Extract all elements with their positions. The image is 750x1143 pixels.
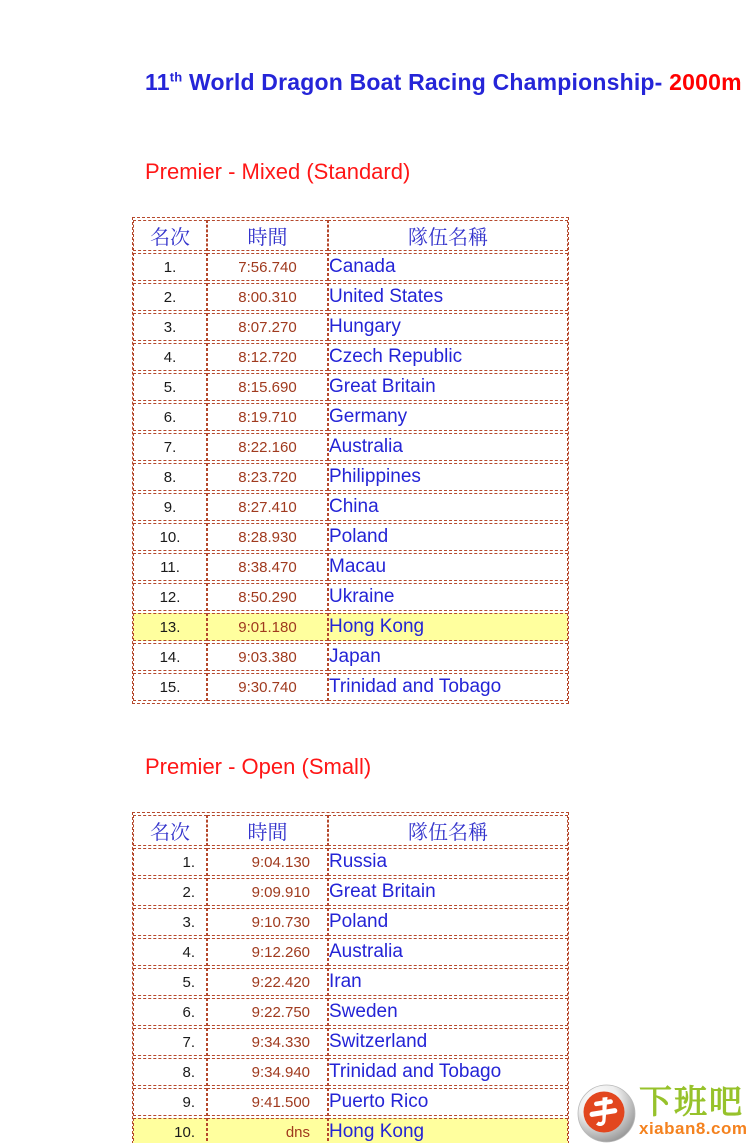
rank-cell: 3.: [133, 908, 207, 936]
rank-column-header: 名次: [133, 220, 207, 251]
rank-column-header: 名次: [133, 815, 207, 846]
team-cell: China: [328, 493, 568, 521]
section-heading-open-small: Premier - Open (Small): [145, 754, 372, 779]
team-cell: Philippines: [328, 463, 568, 491]
team-cell: Macau: [328, 553, 568, 581]
table-row: [133, 523, 568, 551]
team-cell: Poland: [328, 908, 568, 936]
table-header-row: [133, 220, 568, 251]
results-table-open-small: [132, 812, 569, 1143]
team-column-header: 隊伍名稱: [328, 815, 568, 846]
rank-cell: 7.: [133, 1028, 207, 1056]
rank-cell: 10.: [133, 1118, 207, 1143]
team-cell: Hong Kong: [328, 1118, 568, 1143]
time-cell: 8:07.270: [207, 313, 328, 341]
title-distance: 2000m: [669, 69, 742, 95]
team-cell: Sweden: [328, 998, 568, 1026]
table-row: [133, 283, 568, 311]
rank-cell: 6.: [133, 403, 207, 431]
time-cell: 8:19.710: [207, 403, 328, 431]
time-cell: dns: [207, 1118, 328, 1143]
table-row: [133, 463, 568, 491]
watermark-site-name: 下班吧: [639, 1083, 744, 1120]
time-cell: 8:00.310: [207, 283, 328, 311]
time-cell: 9:10.730: [207, 908, 328, 936]
rank-cell: 15.: [133, 673, 207, 701]
section-heading-mixed-standard: Premier - Mixed (Standard): [145, 159, 411, 184]
table-row: [133, 433, 568, 461]
rank-cell: 6.: [133, 998, 207, 1026]
table-row: [133, 908, 568, 936]
page-title: [145, 69, 742, 96]
rank-cell: 2.: [133, 878, 207, 906]
time-cell: 9:22.750: [207, 998, 328, 1026]
time-cell: 9:41.500: [207, 1088, 328, 1116]
time-cell: 9:30.740: [207, 673, 328, 701]
team-cell: Canada: [328, 253, 568, 281]
title-ordinal: th: [169, 69, 183, 85]
watermark-site-url: xiaban8.com: [639, 1119, 748, 1138]
time-column-header: 時間: [207, 220, 328, 251]
table-row: [133, 403, 568, 431]
team-cell: Czech Republic: [328, 343, 568, 371]
time-cell: 9:04.130: [207, 848, 328, 876]
team-cell: United States: [328, 283, 568, 311]
rank-cell: 1.: [133, 848, 207, 876]
rank-cell: 14.: [133, 643, 207, 671]
rank-cell: 8.: [133, 463, 207, 491]
time-cell: 8:38.470: [207, 553, 328, 581]
time-cell: 8:23.720: [207, 463, 328, 491]
team-cell: Japan: [328, 643, 568, 671]
table-row: [133, 613, 568, 641]
table-row: [133, 1118, 568, 1143]
table-row: [133, 313, 568, 341]
time-cell: 8:22.160: [207, 433, 328, 461]
rank-cell: 1.: [133, 253, 207, 281]
team-cell: Ukraine: [328, 583, 568, 611]
table-row: [133, 878, 568, 906]
rank-cell: 10.: [133, 523, 207, 551]
rank-cell: 4.: [133, 343, 207, 371]
team-cell: Russia: [328, 848, 568, 876]
table-row: [133, 253, 568, 281]
time-column-header: 時間: [207, 815, 328, 846]
time-cell: 8:27.410: [207, 493, 328, 521]
rank-cell: 8.: [133, 1058, 207, 1086]
rank-cell: 2.: [133, 283, 207, 311]
table-row: [133, 938, 568, 966]
table-row: [133, 1088, 568, 1116]
rank-cell: 4.: [133, 938, 207, 966]
title-text: World Dragon Boat Racing Championship-: [182, 69, 670, 95]
rank-cell: 3.: [133, 313, 207, 341]
rank-cell: 12.: [133, 583, 207, 611]
table-row: [133, 343, 568, 371]
table-row: [133, 968, 568, 996]
table-row: [133, 493, 568, 521]
time-cell: 9:01.180: [207, 613, 328, 641]
table-row: [133, 643, 568, 671]
team-column-header: 隊伍名稱: [328, 220, 568, 251]
team-cell: Trinidad and Tobago: [328, 1058, 568, 1086]
team-cell: Trinidad and Tobago: [328, 673, 568, 701]
team-cell: Germany: [328, 403, 568, 431]
team-cell: Poland: [328, 523, 568, 551]
table-header-row: [133, 815, 568, 846]
rank-cell: 13.: [133, 613, 207, 641]
xiaban8-logo-icon: [577, 1084, 636, 1143]
time-cell: 9:09.910: [207, 878, 328, 906]
team-cell: Switzerland: [328, 1028, 568, 1056]
table-row: [133, 673, 568, 701]
table-row: [133, 1028, 568, 1056]
time-cell: 9:03.380: [207, 643, 328, 671]
results-table-mixed-standard: [132, 217, 569, 704]
time-cell: 8:15.690: [207, 373, 328, 401]
time-cell: 9:22.420: [207, 968, 328, 996]
rank-cell: 5.: [133, 968, 207, 996]
time-cell: 8:50.290: [207, 583, 328, 611]
rank-cell: 9.: [133, 493, 207, 521]
time-cell: 7:56.740: [207, 253, 328, 281]
title-number: 11: [145, 69, 170, 95]
rank-cell: 7.: [133, 433, 207, 461]
team-cell: Australia: [328, 938, 568, 966]
time-cell: 8:12.720: [207, 343, 328, 371]
team-cell: Iran: [328, 968, 568, 996]
team-cell: Hungary: [328, 313, 568, 341]
table-row: [133, 848, 568, 876]
team-cell: Great Britain: [328, 878, 568, 906]
team-cell: Hong Kong: [328, 613, 568, 641]
table-row: [133, 998, 568, 1026]
rank-cell: 11.: [133, 553, 207, 581]
table-row: [133, 553, 568, 581]
time-cell: 9:12.260: [207, 938, 328, 966]
watermark-text: [639, 1084, 748, 1138]
rank-cell: 5.: [133, 373, 207, 401]
rank-cell: 9.: [133, 1088, 207, 1116]
site-watermark: [577, 1084, 750, 1143]
time-cell: 9:34.330: [207, 1028, 328, 1056]
table-row: [133, 583, 568, 611]
time-cell: 8:28.930: [207, 523, 328, 551]
table-row: [133, 1058, 568, 1086]
table-row: [133, 373, 568, 401]
team-cell: Great Britain: [328, 373, 568, 401]
team-cell: Australia: [328, 433, 568, 461]
time-cell: 9:34.940: [207, 1058, 328, 1086]
team-cell: Puerto Rico: [328, 1088, 568, 1116]
